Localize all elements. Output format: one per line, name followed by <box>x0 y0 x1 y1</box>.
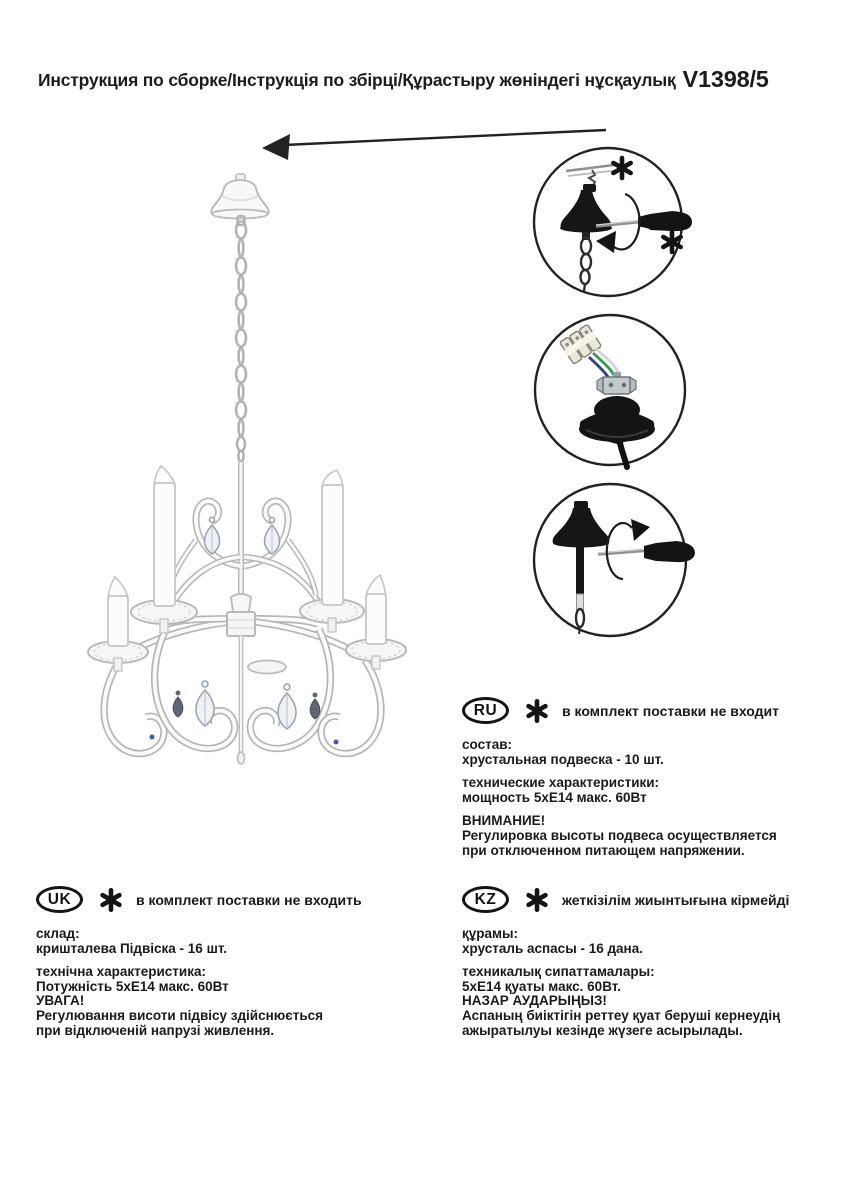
specs-warning-paragraph <box>462 965 840 1038</box>
asterisk-icon <box>99 888 123 912</box>
chandelier-illustration <box>88 174 406 764</box>
asterisk-icon <box>663 232 680 252</box>
text-line: кришталева Підвіска - 16 шт. <box>36 940 227 956</box>
text-line: склад: <box>36 926 80 941</box>
screwdriver <box>596 211 692 231</box>
legend-kz-heading <box>462 886 840 913</box>
lang-badge-uk: UK <box>36 886 83 913</box>
canopy-top-view <box>579 396 655 444</box>
candle-right <box>300 470 364 632</box>
step2-diagram <box>535 315 685 467</box>
step3-diagram <box>534 484 695 636</box>
legend-ru-heading <box>462 697 814 724</box>
not-included-note: жеткізілім жиынтығына кірмейді <box>562 891 790 908</box>
composition-paragraph <box>462 927 840 956</box>
legend-ru <box>462 697 814 867</box>
crystal-drops <box>196 517 296 729</box>
text-line: ажыратылуы кезінде жүзеге асырылады. <box>462 1022 743 1038</box>
asterisk-icon <box>525 888 549 912</box>
mounting-plate <box>597 372 636 394</box>
ceiling-cup-black <box>553 501 610 548</box>
specs-warning-paragraph <box>36 965 436 1038</box>
text-line: техникалық сипаттамалары: <box>462 964 655 980</box>
asterisk-icon <box>613 158 630 178</box>
text-line: Регулировка высоты подвеса осуществляется <box>462 827 777 843</box>
lang-badge-kz: KZ <box>462 886 509 913</box>
chandelier-arms <box>104 501 381 754</box>
text-line: УВАГА! <box>36 993 85 1009</box>
screwdriver <box>598 541 695 562</box>
flame-tip <box>366 575 386 596</box>
legend-kz <box>462 886 840 1047</box>
flame-tip <box>322 470 343 486</box>
dark-crystal-beads <box>150 691 339 745</box>
candle-far-right <box>346 575 406 669</box>
text-line: Потужність 5хЕ14 макс. 60Вт <box>36 978 229 994</box>
blue-wire <box>589 357 612 384</box>
arrowhead <box>262 134 290 160</box>
screwdriver-handle <box>648 211 692 231</box>
text-line: хрустальная подвеска - 10 шт. <box>462 751 664 767</box>
wires <box>589 349 621 384</box>
text-line: Регулювання висоти підвісу здійснюється <box>36 1007 324 1023</box>
composition-paragraph <box>36 927 436 956</box>
hook-loop <box>576 609 584 627</box>
mounting-bracket <box>566 164 622 188</box>
chain-links <box>581 238 592 291</box>
not-included-note: в комплект поставки не входит <box>562 702 779 719</box>
asterisk-icon <box>525 699 549 723</box>
legend-uk-heading <box>36 886 436 913</box>
back-bobeche <box>248 661 286 674</box>
screwdriver-handle <box>654 541 695 562</box>
title-text: Инструкция по сборке/Інструкція по збірці/Құрастыру жөніндегі нұсқаулық <box>38 70 676 90</box>
canopy-pointer-arrow <box>262 130 606 160</box>
candle-left <box>131 466 197 633</box>
text-line: Аспаның биіктігін реттеу қуат беруші кернеудің <box>462 1007 781 1023</box>
text-line: НАЗАР АУДАРЫҢЫЗ! <box>462 993 607 1009</box>
green-wire <box>593 353 617 382</box>
composition-paragraph <box>462 738 814 767</box>
text-line: мощность 5хЕ14 макс. 60Вт <box>462 789 647 805</box>
rotation-arrow-icon <box>596 194 640 253</box>
warning-paragraph <box>462 814 814 858</box>
text-line: ВНИМАНИЕ! <box>462 813 546 829</box>
text-line: 5хЕ14 қуаты макс. 60Вт. <box>462 978 621 994</box>
page-title <box>38 66 769 93</box>
flame-tip <box>108 577 128 597</box>
text-line: хрусталь аспасы - 16 дана. <box>462 940 643 956</box>
step1-diagram <box>534 148 692 296</box>
hanging-chain <box>236 216 246 462</box>
text-line: при відключеній напрузі живлення. <box>36 1022 275 1038</box>
central-hub <box>227 594 286 764</box>
not-included-note: в комплект поставки не входить <box>136 891 362 908</box>
specs-paragraph <box>462 776 814 805</box>
candle-far-left <box>88 577 148 671</box>
model-number: V1398/5 <box>682 66 769 92</box>
threaded-rod <box>576 545 584 634</box>
text-line: құрамы: <box>462 926 519 941</box>
flame-tip <box>154 466 175 484</box>
text-line: технічна характеристика: <box>36 964 206 980</box>
terminal-block <box>559 324 603 365</box>
chandelier-canopy <box>211 174 268 219</box>
rotation-arrow-icon <box>607 519 650 579</box>
lang-badge-ru: RU <box>462 697 509 724</box>
power-cord <box>620 443 627 467</box>
text-line: состав: <box>462 737 512 752</box>
text-line: при отключенном питающем напряжении. <box>462 842 745 858</box>
legend-uk <box>36 886 436 1047</box>
text-line: технические характеристики: <box>462 775 660 791</box>
ceiling-cup-black <box>560 184 612 240</box>
